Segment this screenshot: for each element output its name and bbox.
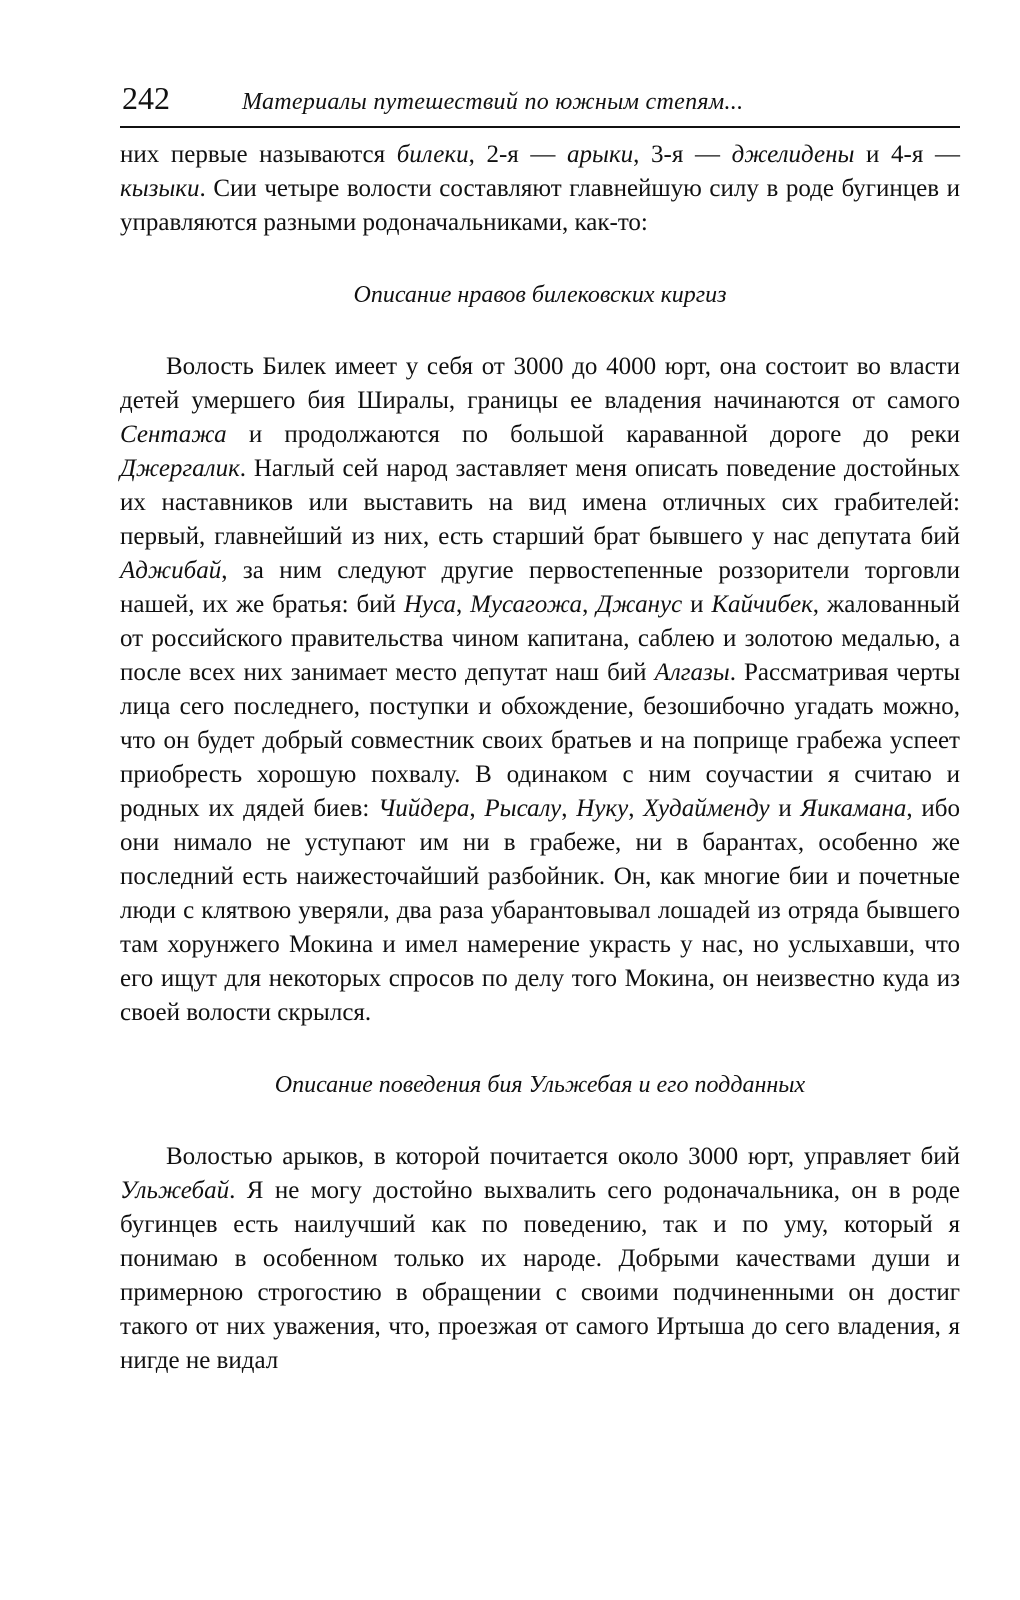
section-heading-ulzhebay: Описание поведения бия Ульжебая и его подданных <box>274 1072 806 1098</box>
emphasis-text: Аджибай <box>120 557 222 584</box>
text-run: . Наглый сей народ заставляет меня описать поведение достойных их наставников или выставить на вид имена отличных сих грабителей: первый, главнейший из них, есть старший брат бывшего у нас депутата бий <box>120 455 960 550</box>
emphasis-text: кызыки <box>120 175 200 202</box>
emphasis-text: Джанус <box>596 591 683 618</box>
emphasis-text: джелидены <box>731 141 855 168</box>
text-run: них первые называются <box>120 141 397 168</box>
text-run: и 4-я — <box>854 141 960 168</box>
text-run: , <box>582 591 597 618</box>
paragraph-3 <box>120 1140 960 1378</box>
page-number: 242 <box>122 80 170 116</box>
emphasis-text: Мусагожа <box>470 591 583 618</box>
text-run: , 3-я — <box>633 141 732 168</box>
text-run: . Рассматривая черты лица сего последнего, поступки и обхождение, безошибочно угадать можно, что он будет добрый совместник своих братьев и на поприще грабежа успеет приобресть хорошую похвалу. В одинаком с ним соучастии я считаю и родных их дядей биев: <box>120 659 960 822</box>
emphasis-text: Нуку <box>576 795 629 822</box>
emphasis-text: Чийдера <box>378 795 470 822</box>
text-run: , <box>455 591 471 618</box>
emphasis-text: Кайчибек <box>711 591 813 618</box>
paragraph-2 <box>120 350 960 1030</box>
paragraph-1 <box>120 138 960 240</box>
emphasis-text: арыки <box>567 141 634 168</box>
text-run: , 2-я — <box>468 141 568 168</box>
text-run: . Сии четыре волости составляют главнейшую силу в роде бугинцев и управляются разными родоначальниками, как-то: <box>120 175 960 236</box>
emphasis-text: Сентажа <box>120 421 227 448</box>
emphasis-text: Худайменду <box>643 795 770 822</box>
text-run: , <box>469 795 485 822</box>
section-heading-bilek: Описание нравов билековских киргиз <box>353 282 727 308</box>
emphasis-text: Яикамана <box>800 795 907 822</box>
text-run: и <box>769 795 801 822</box>
emphasis-text: Алгазы <box>654 659 730 686</box>
text-run: , ибо они нимало не уступают им ни в грабеже, ни в барантах, особенно же последний есть наижесточайший разбойник. Он, как многие бии и почетные люди с клятвою уверяли, два раза убарантовывал лошадей из отряда бывшего там хорунжего Мокина и имел намерение украсть у нас, но услыхавши, что его ищут для некоторых спросов по делу того Мокина, он неизвестно куда из своей волости скрылся. <box>120 795 961 1026</box>
text-run: , <box>628 795 644 822</box>
text-run: Волость Билек имеет у себя от 3000 до 4000 юрт, она состоит во власти детей умершего бия Ширалы, границы ее владения начинаются от самого <box>120 353 960 414</box>
emphasis-text: Джергалик <box>120 455 240 482</box>
emphasis-text: Ульжебай <box>120 1177 230 1204</box>
text-run: и <box>682 591 712 618</box>
text-run: , за ним следуют другие первостепенные роззорители торговли нашей, их же братья: бий <box>120 557 960 618</box>
running-header <box>120 80 960 128</box>
text-run: Волостью арыков, в которой почитается около 3000 юрт, управляет бий <box>166 1143 960 1170</box>
body-text <box>120 138 960 1378</box>
text-run: , <box>561 795 577 822</box>
running-title: Материалы путешествий по южным степям... <box>242 89 744 115</box>
text-run: , жалованный от российского правительства чином капитана, саблею и золотою медалью, а после всех них занимает место депутат наш бий <box>120 591 961 686</box>
emphasis-text: билеки <box>396 141 469 168</box>
text-run: . Я не могу достойно выхвалить сего родоначальника, он в роде бугинцев есть наилучший как по поведению, так и по уму, который я понимаю в особенном только их народе. Добрыми качествами души и примерною строгостию в обращении с своими подчиненными он достиг такого от них уважения, что, проезжая от самого Иртыша до сего владения, я нигде не видал <box>120 1177 960 1374</box>
emphasis-text: Рысалу <box>484 795 562 822</box>
text-run: и продолжаются по большой караванной дороге до реки <box>226 421 960 448</box>
emphasis-text: Нуса <box>403 591 456 618</box>
book-page <box>120 80 960 1378</box>
